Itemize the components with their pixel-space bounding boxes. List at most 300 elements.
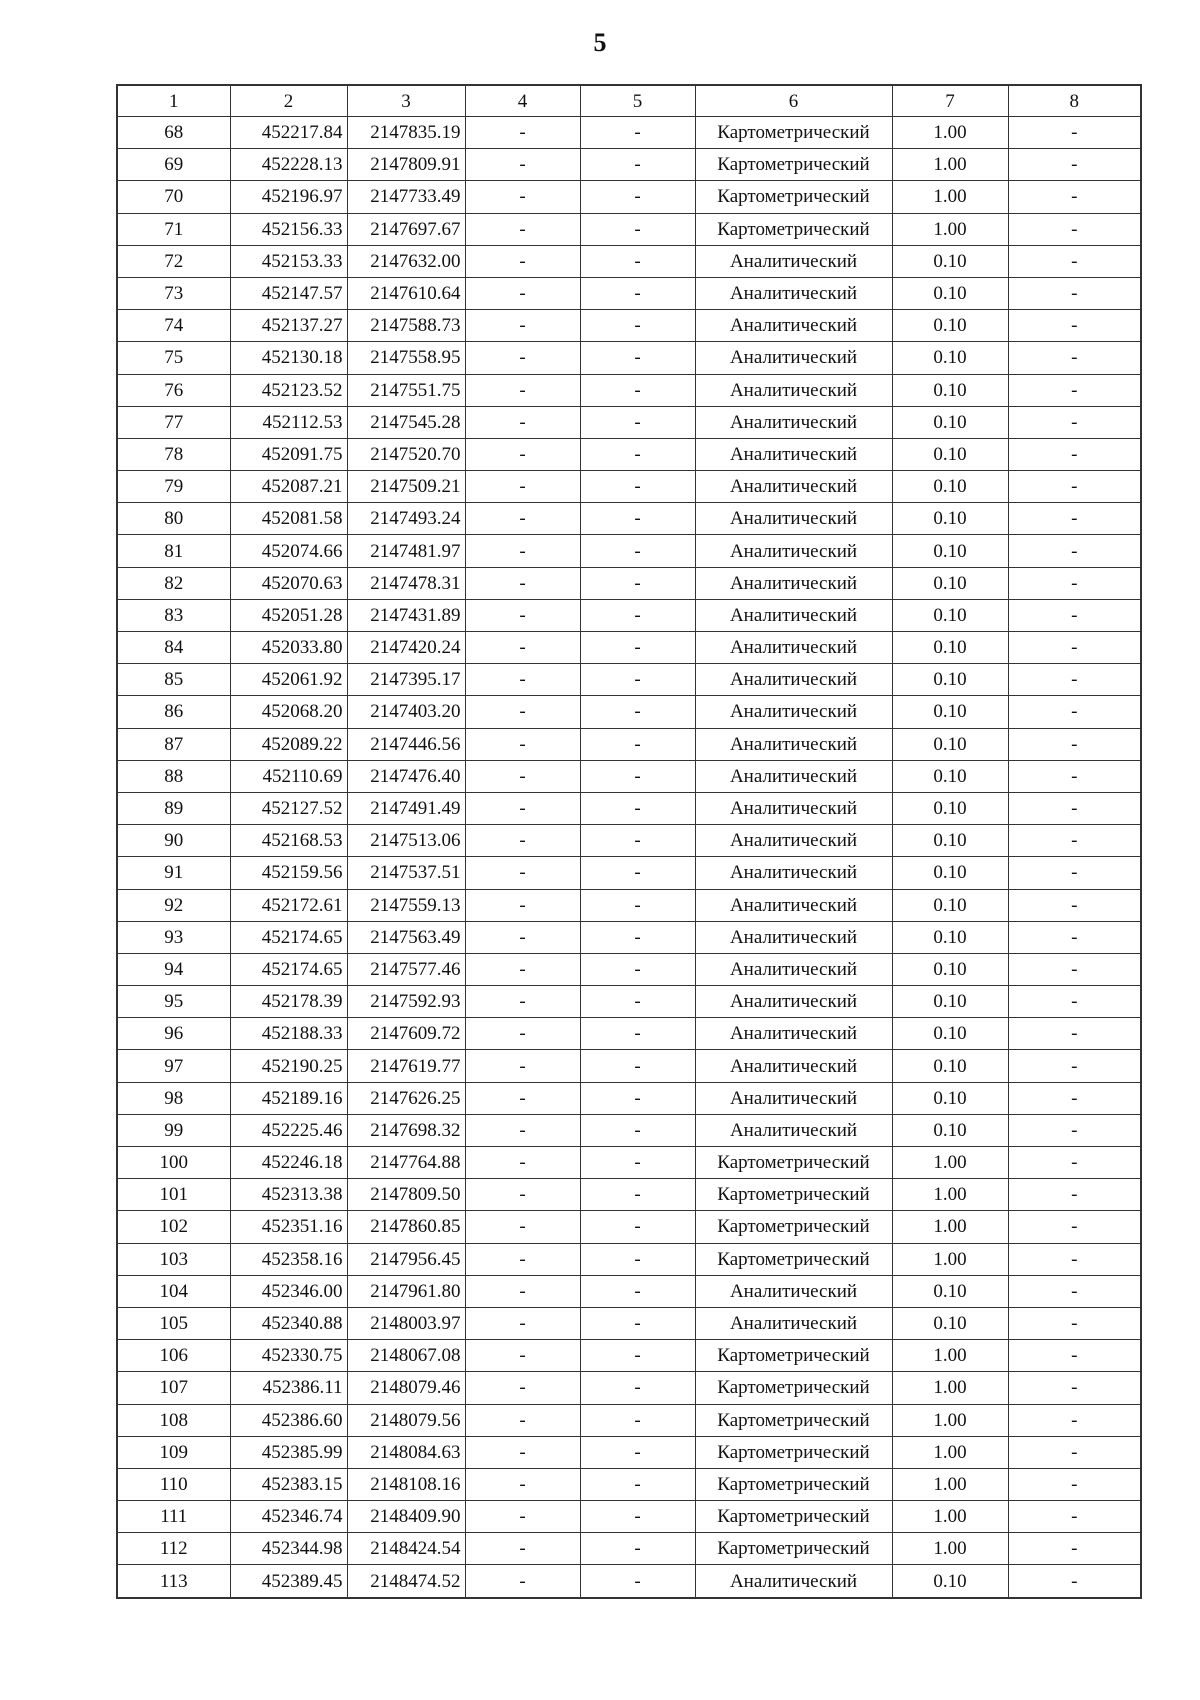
- method-cell: Картометрический: [695, 1147, 892, 1179]
- x-coordinate-cell: 452130.18: [230, 342, 347, 374]
- accuracy-cell: 0.10: [892, 342, 1008, 374]
- column-4-cell: -: [465, 1050, 580, 1082]
- column-5-cell: -: [580, 277, 695, 309]
- method-cell: Аналитический: [695, 664, 892, 696]
- column-4-cell: -: [465, 342, 580, 374]
- column-5-cell: -: [580, 149, 695, 181]
- column-4-cell: -: [465, 696, 580, 728]
- column-4-cell: -: [465, 535, 580, 567]
- method-cell: Аналитический: [695, 1307, 892, 1339]
- accuracy-cell: 0.10: [892, 1050, 1008, 1082]
- column-8-cell: -: [1008, 471, 1141, 503]
- accuracy-cell: 0.10: [892, 825, 1008, 857]
- accuracy-cell: 0.10: [892, 374, 1008, 406]
- accuracy-cell: 0.10: [892, 728, 1008, 760]
- column-5-cell: -: [580, 1050, 695, 1082]
- y-coordinate-cell: 2147764.88: [347, 1147, 465, 1179]
- method-cell: Аналитический: [695, 986, 892, 1018]
- method-cell: Аналитический: [695, 792, 892, 824]
- x-coordinate-cell: 452081.58: [230, 503, 347, 535]
- x-coordinate-cell: 452217.84: [230, 117, 347, 149]
- column-5-cell: -: [580, 1114, 695, 1146]
- y-coordinate-cell: 2147563.49: [347, 921, 465, 953]
- point-number-cell: 76: [117, 374, 230, 406]
- accuracy-cell: 0.10: [892, 632, 1008, 664]
- accuracy-cell: 1.00: [892, 1179, 1008, 1211]
- x-coordinate-cell: 452178.39: [230, 986, 347, 1018]
- column-4-cell: -: [465, 1114, 580, 1146]
- column-5-cell: -: [580, 1018, 695, 1050]
- y-coordinate-cell: 2147478.31: [347, 567, 465, 599]
- y-coordinate-cell: 2147632.00: [347, 245, 465, 277]
- column-4-cell: -: [465, 471, 580, 503]
- y-coordinate-cell: 2147577.46: [347, 953, 465, 985]
- y-coordinate-cell: 2148084.63: [347, 1436, 465, 1468]
- y-coordinate-cell: 2147698.32: [347, 1114, 465, 1146]
- y-coordinate-cell: 2147733.49: [347, 181, 465, 213]
- column-8-cell: -: [1008, 1404, 1141, 1436]
- y-coordinate-cell: 2148067.08: [347, 1340, 465, 1372]
- table-row: [117, 245, 1141, 277]
- accuracy-cell: 0.10: [892, 277, 1008, 309]
- column-5-cell: -: [580, 1501, 695, 1533]
- point-number-cell: 103: [117, 1243, 230, 1275]
- column-4-cell: -: [465, 792, 580, 824]
- point-number-cell: 84: [117, 632, 230, 664]
- column-5-cell: -: [580, 632, 695, 664]
- table-row: [117, 213, 1141, 245]
- coordinates-table: [116, 84, 1142, 1599]
- x-coordinate-cell: 452110.69: [230, 760, 347, 792]
- column-8-cell: -: [1008, 1275, 1141, 1307]
- y-coordinate-cell: 2147610.64: [347, 277, 465, 309]
- column-4-cell: -: [465, 953, 580, 985]
- column-5-cell: -: [580, 1243, 695, 1275]
- table-row: [117, 664, 1141, 696]
- accuracy-cell: 0.10: [892, 471, 1008, 503]
- point-number-cell: 89: [117, 792, 230, 824]
- method-cell: Аналитический: [695, 438, 892, 470]
- method-cell: Аналитический: [695, 1565, 892, 1598]
- column-4-cell: -: [465, 503, 580, 535]
- accuracy-cell: 1.00: [892, 117, 1008, 149]
- point-number-cell: 81: [117, 535, 230, 567]
- table-row: [117, 825, 1141, 857]
- method-cell: Аналитический: [695, 953, 892, 985]
- column-8-cell: -: [1008, 277, 1141, 309]
- column-8-cell: -: [1008, 760, 1141, 792]
- y-coordinate-cell: 2147395.17: [347, 664, 465, 696]
- x-coordinate-cell: 452386.60: [230, 1404, 347, 1436]
- accuracy-cell: 0.10: [892, 986, 1008, 1018]
- column-8-cell: -: [1008, 1468, 1141, 1500]
- column-5-cell: -: [580, 438, 695, 470]
- y-coordinate-cell: 2147513.06: [347, 825, 465, 857]
- page-number: 5: [593, 28, 607, 57]
- accuracy-cell: 1.00: [892, 1501, 1008, 1533]
- column-4-cell: -: [465, 149, 580, 181]
- column-8-cell: -: [1008, 889, 1141, 921]
- point-number-cell: 70: [117, 181, 230, 213]
- column-5-cell: -: [580, 1147, 695, 1179]
- column-5-cell: -: [580, 921, 695, 953]
- point-number-cell: 104: [117, 1275, 230, 1307]
- accuracy-cell: 1.00: [892, 1436, 1008, 1468]
- method-cell: Аналитический: [695, 503, 892, 535]
- table-row: [117, 986, 1141, 1018]
- column-4-cell: -: [465, 1372, 580, 1404]
- point-number-cell: 106: [117, 1340, 230, 1372]
- method-cell: Картометрический: [695, 1404, 892, 1436]
- column-8-cell: -: [1008, 664, 1141, 696]
- column-8-cell: -: [1008, 728, 1141, 760]
- column-8-cell: -: [1008, 632, 1141, 664]
- x-coordinate-cell: 452389.45: [230, 1565, 347, 1598]
- table-row: [117, 1468, 1141, 1500]
- column-4-cell: -: [465, 1082, 580, 1114]
- accuracy-cell: 1.00: [892, 213, 1008, 245]
- point-number-cell: 75: [117, 342, 230, 374]
- column-8-cell: -: [1008, 117, 1141, 149]
- column-8-cell: -: [1008, 438, 1141, 470]
- x-coordinate-cell: 452196.97: [230, 181, 347, 213]
- table-row: [117, 374, 1141, 406]
- table-row: [117, 438, 1141, 470]
- method-cell: Аналитический: [695, 1275, 892, 1307]
- point-number-cell: 93: [117, 921, 230, 953]
- accuracy-cell: 1.00: [892, 1340, 1008, 1372]
- column-8-cell: -: [1008, 1565, 1141, 1598]
- x-coordinate-cell: 452172.61: [230, 889, 347, 921]
- column-5-cell: -: [580, 181, 695, 213]
- column-5-cell: -: [580, 953, 695, 985]
- method-cell: Аналитический: [695, 567, 892, 599]
- column-8-cell: -: [1008, 921, 1141, 953]
- table-row: [117, 760, 1141, 792]
- table-row: [117, 1307, 1141, 1339]
- column-5-cell: -: [580, 117, 695, 149]
- y-coordinate-cell: 2147520.70: [347, 438, 465, 470]
- column-8-cell: -: [1008, 1050, 1141, 1082]
- column-5-cell: -: [580, 825, 695, 857]
- accuracy-cell: 0.10: [892, 1114, 1008, 1146]
- y-coordinate-cell: 2147545.28: [347, 406, 465, 438]
- accuracy-cell: 0.10: [892, 438, 1008, 470]
- point-number-cell: 110: [117, 1468, 230, 1500]
- column-4-cell: -: [465, 310, 580, 342]
- column-4-cell: -: [465, 1468, 580, 1500]
- point-number-cell: 91: [117, 857, 230, 889]
- column-5-cell: -: [580, 1533, 695, 1565]
- x-coordinate-cell: 452168.53: [230, 825, 347, 857]
- point-number-cell: 80: [117, 503, 230, 535]
- column-5-cell: -: [580, 503, 695, 535]
- y-coordinate-cell: 2147809.50: [347, 1179, 465, 1211]
- method-cell: Аналитический: [695, 889, 892, 921]
- point-number-cell: 108: [117, 1404, 230, 1436]
- column-4-cell: -: [465, 825, 580, 857]
- column-8-cell: -: [1008, 406, 1141, 438]
- method-cell: Аналитический: [695, 406, 892, 438]
- point-number-cell: 73: [117, 277, 230, 309]
- x-coordinate-cell: 452313.38: [230, 1179, 347, 1211]
- column-4-cell: -: [465, 1179, 580, 1211]
- column-8-cell: -: [1008, 1211, 1141, 1243]
- y-coordinate-cell: 2147609.72: [347, 1018, 465, 1050]
- method-cell: Аналитический: [695, 696, 892, 728]
- table-row: [117, 1404, 1141, 1436]
- method-cell: Аналитический: [695, 599, 892, 631]
- point-number-cell: 86: [117, 696, 230, 728]
- column-8-cell: -: [1008, 986, 1141, 1018]
- column-8-cell: -: [1008, 342, 1141, 374]
- point-number-cell: 87: [117, 728, 230, 760]
- accuracy-cell: 0.10: [892, 1307, 1008, 1339]
- column-4-cell: -: [465, 438, 580, 470]
- x-coordinate-cell: 452091.75: [230, 438, 347, 470]
- column-8-cell: -: [1008, 1243, 1141, 1275]
- column-5-cell: -: [580, 1307, 695, 1339]
- y-coordinate-cell: 2147592.93: [347, 986, 465, 1018]
- x-coordinate-cell: 452156.33: [230, 213, 347, 245]
- point-number-cell: 98: [117, 1082, 230, 1114]
- accuracy-cell: 0.10: [892, 760, 1008, 792]
- y-coordinate-cell: 2147559.13: [347, 889, 465, 921]
- column-5-cell: -: [580, 889, 695, 921]
- accuracy-cell: 0.10: [892, 857, 1008, 889]
- x-coordinate-cell: 452383.15: [230, 1468, 347, 1500]
- method-cell: Аналитический: [695, 310, 892, 342]
- y-coordinate-cell: 2148079.46: [347, 1372, 465, 1404]
- y-coordinate-cell: 2147558.95: [347, 342, 465, 374]
- column-4-cell: -: [465, 1275, 580, 1307]
- method-cell: Аналитический: [695, 1114, 892, 1146]
- y-coordinate-cell: 2148108.16: [347, 1468, 465, 1500]
- method-cell: Картометрический: [695, 1436, 892, 1468]
- method-cell: Аналитический: [695, 535, 892, 567]
- x-coordinate-cell: 452159.56: [230, 857, 347, 889]
- accuracy-cell: 1.00: [892, 1243, 1008, 1275]
- column-header: 2: [230, 85, 347, 117]
- column-5-cell: -: [580, 245, 695, 277]
- accuracy-cell: 0.10: [892, 889, 1008, 921]
- table-row: [117, 1533, 1141, 1565]
- y-coordinate-cell: 2147509.21: [347, 471, 465, 503]
- column-4-cell: -: [465, 1436, 580, 1468]
- table-row: [117, 1243, 1141, 1275]
- x-coordinate-cell: 452127.52: [230, 792, 347, 824]
- y-coordinate-cell: 2147835.19: [347, 117, 465, 149]
- x-coordinate-cell: 452070.63: [230, 567, 347, 599]
- column-5-cell: -: [580, 599, 695, 631]
- column-8-cell: -: [1008, 1436, 1141, 1468]
- column-5-cell: -: [580, 986, 695, 1018]
- column-header: 7: [892, 85, 1008, 117]
- y-coordinate-cell: 2147481.97: [347, 535, 465, 567]
- column-5-cell: -: [580, 857, 695, 889]
- point-number-cell: 95: [117, 986, 230, 1018]
- column-5-cell: -: [580, 406, 695, 438]
- y-coordinate-cell: 2147537.51: [347, 857, 465, 889]
- table-row: [117, 503, 1141, 535]
- point-number-cell: 68: [117, 117, 230, 149]
- table-row: [117, 567, 1141, 599]
- accuracy-cell: 0.10: [892, 406, 1008, 438]
- point-number-cell: 109: [117, 1436, 230, 1468]
- method-cell: Картометрический: [695, 1211, 892, 1243]
- y-coordinate-cell: 2147961.80: [347, 1275, 465, 1307]
- point-number-cell: 71: [117, 213, 230, 245]
- method-cell: Аналитический: [695, 1082, 892, 1114]
- point-number-cell: 83: [117, 599, 230, 631]
- x-coordinate-cell: 452137.27: [230, 310, 347, 342]
- method-cell: Картометрический: [695, 181, 892, 213]
- column-4-cell: -: [465, 1404, 580, 1436]
- column-4-cell: -: [465, 213, 580, 245]
- x-coordinate-cell: 452225.46: [230, 1114, 347, 1146]
- point-number-cell: 85: [117, 664, 230, 696]
- column-5-cell: -: [580, 728, 695, 760]
- table-row: [117, 1565, 1141, 1598]
- method-cell: Картометрический: [695, 1372, 892, 1404]
- accuracy-cell: 1.00: [892, 1147, 1008, 1179]
- table-row: [117, 1211, 1141, 1243]
- column-8-cell: -: [1008, 825, 1141, 857]
- x-coordinate-cell: 452061.92: [230, 664, 347, 696]
- column-8-cell: -: [1008, 213, 1141, 245]
- column-4-cell: -: [465, 632, 580, 664]
- table-row: [117, 728, 1141, 760]
- x-coordinate-cell: 452033.80: [230, 632, 347, 664]
- point-number-cell: 105: [117, 1307, 230, 1339]
- column-5-cell: -: [580, 213, 695, 245]
- method-cell: Аналитический: [695, 728, 892, 760]
- x-coordinate-cell: 452089.22: [230, 728, 347, 760]
- table-row: [117, 1050, 1141, 1082]
- x-coordinate-cell: 452351.16: [230, 1211, 347, 1243]
- table-body: [117, 117, 1141, 1598]
- column-4-cell: -: [465, 245, 580, 277]
- x-coordinate-cell: 452385.99: [230, 1436, 347, 1468]
- point-number-cell: 102: [117, 1211, 230, 1243]
- column-8-cell: -: [1008, 792, 1141, 824]
- accuracy-cell: 1.00: [892, 1468, 1008, 1500]
- column-4-cell: -: [465, 181, 580, 213]
- column-5-cell: -: [580, 1179, 695, 1211]
- column-5-cell: -: [580, 1468, 695, 1500]
- column-8-cell: -: [1008, 857, 1141, 889]
- point-number-cell: 100: [117, 1147, 230, 1179]
- column-4-cell: -: [465, 986, 580, 1018]
- method-cell: Аналитический: [695, 857, 892, 889]
- column-4-cell: -: [465, 599, 580, 631]
- column-4-cell: -: [465, 1211, 580, 1243]
- point-number-cell: 82: [117, 567, 230, 599]
- x-coordinate-cell: 452087.21: [230, 471, 347, 503]
- x-coordinate-cell: 452189.16: [230, 1082, 347, 1114]
- column-5-cell: -: [580, 471, 695, 503]
- method-cell: Аналитический: [695, 342, 892, 374]
- column-header: 5: [580, 85, 695, 117]
- accuracy-cell: 1.00: [892, 181, 1008, 213]
- method-cell: Аналитический: [695, 1018, 892, 1050]
- column-5-cell: -: [580, 1565, 695, 1598]
- column-8-cell: -: [1008, 181, 1141, 213]
- method-cell: Картометрический: [695, 1533, 892, 1565]
- column-4-cell: -: [465, 921, 580, 953]
- column-8-cell: -: [1008, 1340, 1141, 1372]
- table-row: [117, 1082, 1141, 1114]
- method-cell: Картометрический: [695, 1340, 892, 1372]
- y-coordinate-cell: 2147588.73: [347, 310, 465, 342]
- x-coordinate-cell: 452344.98: [230, 1533, 347, 1565]
- y-coordinate-cell: 2148409.90: [347, 1501, 465, 1533]
- column-header: 8: [1008, 85, 1141, 117]
- column-8-cell: -: [1008, 1147, 1141, 1179]
- point-number-cell: 74: [117, 310, 230, 342]
- x-coordinate-cell: 452346.74: [230, 1501, 347, 1533]
- table-row: [117, 696, 1141, 728]
- y-coordinate-cell: 2147446.56: [347, 728, 465, 760]
- y-coordinate-cell: 2148474.52: [347, 1565, 465, 1598]
- column-5-cell: -: [580, 1372, 695, 1404]
- column-4-cell: -: [465, 117, 580, 149]
- column-8-cell: -: [1008, 374, 1141, 406]
- column-5-cell: -: [580, 535, 695, 567]
- x-coordinate-cell: 452174.65: [230, 953, 347, 985]
- method-cell: Аналитический: [695, 921, 892, 953]
- x-coordinate-cell: 452123.52: [230, 374, 347, 406]
- column-8-cell: -: [1008, 245, 1141, 277]
- column-8-cell: -: [1008, 1018, 1141, 1050]
- column-4-cell: -: [465, 1533, 580, 1565]
- column-5-cell: -: [580, 664, 695, 696]
- method-cell: Аналитический: [695, 374, 892, 406]
- method-cell: Картометрический: [695, 117, 892, 149]
- column-8-cell: -: [1008, 953, 1141, 985]
- column-8-cell: -: [1008, 1307, 1141, 1339]
- x-coordinate-cell: 452358.16: [230, 1243, 347, 1275]
- accuracy-cell: 0.10: [892, 503, 1008, 535]
- column-4-cell: -: [465, 374, 580, 406]
- accuracy-cell: 1.00: [892, 1404, 1008, 1436]
- table-row: [117, 857, 1141, 889]
- y-coordinate-cell: 2147551.75: [347, 374, 465, 406]
- column-8-cell: -: [1008, 1179, 1141, 1211]
- column-header: 3: [347, 85, 465, 117]
- x-coordinate-cell: 452174.65: [230, 921, 347, 953]
- x-coordinate-cell: 452051.28: [230, 599, 347, 631]
- column-8-cell: -: [1008, 1501, 1141, 1533]
- x-coordinate-cell: 452330.75: [230, 1340, 347, 1372]
- point-number-cell: 99: [117, 1114, 230, 1146]
- method-cell: Картометрический: [695, 149, 892, 181]
- point-number-cell: 79: [117, 471, 230, 503]
- column-4-cell: -: [465, 277, 580, 309]
- y-coordinate-cell: 2147403.20: [347, 696, 465, 728]
- table-row: [117, 599, 1141, 631]
- column-5-cell: -: [580, 792, 695, 824]
- y-coordinate-cell: 2147860.85: [347, 1211, 465, 1243]
- table-row: [117, 1340, 1141, 1372]
- y-coordinate-cell: 2147619.77: [347, 1050, 465, 1082]
- y-coordinate-cell: 2147956.45: [347, 1243, 465, 1275]
- table-row: [117, 1372, 1141, 1404]
- column-4-cell: -: [465, 664, 580, 696]
- accuracy-cell: 0.10: [892, 245, 1008, 277]
- method-cell: Картометрический: [695, 1243, 892, 1275]
- accuracy-cell: 0.10: [892, 953, 1008, 985]
